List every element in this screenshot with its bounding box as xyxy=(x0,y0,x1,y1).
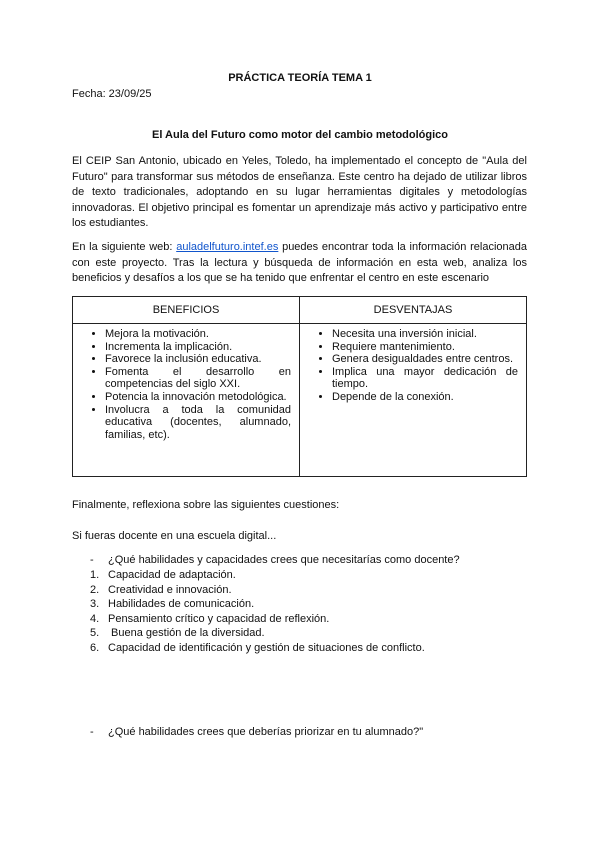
answer-text: Buena gestión de la diversidad. xyxy=(108,627,265,640)
list-item: • Favorece la inclusión educativa. xyxy=(105,353,291,366)
answer-text: Capacidad de adaptación. xyxy=(108,569,236,581)
number: 4. xyxy=(90,612,100,625)
answer-text: Capacidad de identificación y gestión de situaciones de conflicto. xyxy=(108,641,425,654)
subtitle: El Aula del Futuro como motor del cambio metodológico xyxy=(152,129,448,141)
question-text: ¿Qué habilidades crees que deberías priorizar en tu alumnado?" xyxy=(108,726,424,738)
final-text: Finalmente, reflexiona sobre las siguientes cuestiones: xyxy=(72,499,340,511)
question-1 xyxy=(90,553,460,568)
document-title: PRÁCTICA TEORÍA TEMA 1 xyxy=(228,72,372,84)
list-item: • Potencia la innovación metodológica. xyxy=(105,391,291,404)
question-2 xyxy=(90,725,423,740)
answer-text: Pensamiento crítico y capacidad de reflexión. xyxy=(108,612,330,625)
list-item: • Involucra a toda la comunidad educativa (docentes, alumnado, familias, etc). xyxy=(105,404,291,442)
benefits-list xyxy=(79,328,291,441)
answer-item xyxy=(90,612,425,627)
number: 1. xyxy=(90,569,100,581)
answer-text: Habilidades de comunicación. xyxy=(108,598,255,611)
dash: - xyxy=(90,726,94,738)
intro-paragraph: El CEIP San Antonio, ubicado en Yeles, Toledo, ha implementado el concepto de "Aula del Futuro" para transformar sus métodos de enseñanza. Este centro ha dejado de utilizar libros de texto tradicionales, adoptando en su lugar herramientas digitales y metodologías innovadoras. El objetivo principal es fomentar un aprendizaje más activo y participativo entre los estudiantes. xyxy=(72,155,527,230)
answer-item xyxy=(90,597,425,612)
answer-item xyxy=(90,583,425,598)
number: 6. xyxy=(90,641,100,654)
number: 5. xyxy=(90,627,100,640)
list-item: • Mejora la motivación. xyxy=(105,328,291,341)
date: Fecha: 23/09/25 xyxy=(72,88,152,100)
list-item: • Implica una mayor dedicación de tiempo. xyxy=(332,366,518,391)
answer-item xyxy=(90,641,425,656)
dash: - xyxy=(90,554,94,566)
question-text: ¿Qué habilidades y capacidades crees que necesitarías como docente? xyxy=(108,554,460,566)
list-item: • Incrementa la implicación. xyxy=(105,341,291,354)
answer-text: Creatividad e innovación. xyxy=(108,583,232,596)
scenario-text: Si fueras docente en una escuela digital... xyxy=(72,530,277,542)
list-item: • Depende de la conexión. xyxy=(332,391,518,404)
list-item: • Requiere mantenimiento. xyxy=(332,341,518,354)
web-link[interactable]: auladelfuturo.intef.es xyxy=(176,241,279,253)
number: 2. xyxy=(90,583,100,596)
list-item: • Genera desigualdades entre centros. xyxy=(332,353,518,366)
text: puedes encontrar toda la información relacionada con este proyecto. Tras la lectura y búsqueda de información en esta web, analiza los beneficios y desafíos a los que se ha tenido que enfrentar el centro en este escenario xyxy=(72,241,527,285)
web-paragraph xyxy=(72,240,527,287)
number: 3. xyxy=(90,598,100,611)
answer-item xyxy=(90,568,425,583)
header-disadvantages: DESVENTAJAS xyxy=(300,297,527,324)
answer-item xyxy=(90,626,425,641)
disadvantages-list xyxy=(306,328,518,404)
list-item: • Fomenta el desarrollo en competencias del siglo XXI. xyxy=(105,366,291,391)
benefits-table xyxy=(72,296,527,477)
header-benefits: BENEFICIOS xyxy=(73,297,300,324)
text: En la siguiente web: xyxy=(72,241,177,253)
list-item: • Necesita una inversión inicial. xyxy=(332,328,518,341)
answer-list xyxy=(90,568,425,656)
